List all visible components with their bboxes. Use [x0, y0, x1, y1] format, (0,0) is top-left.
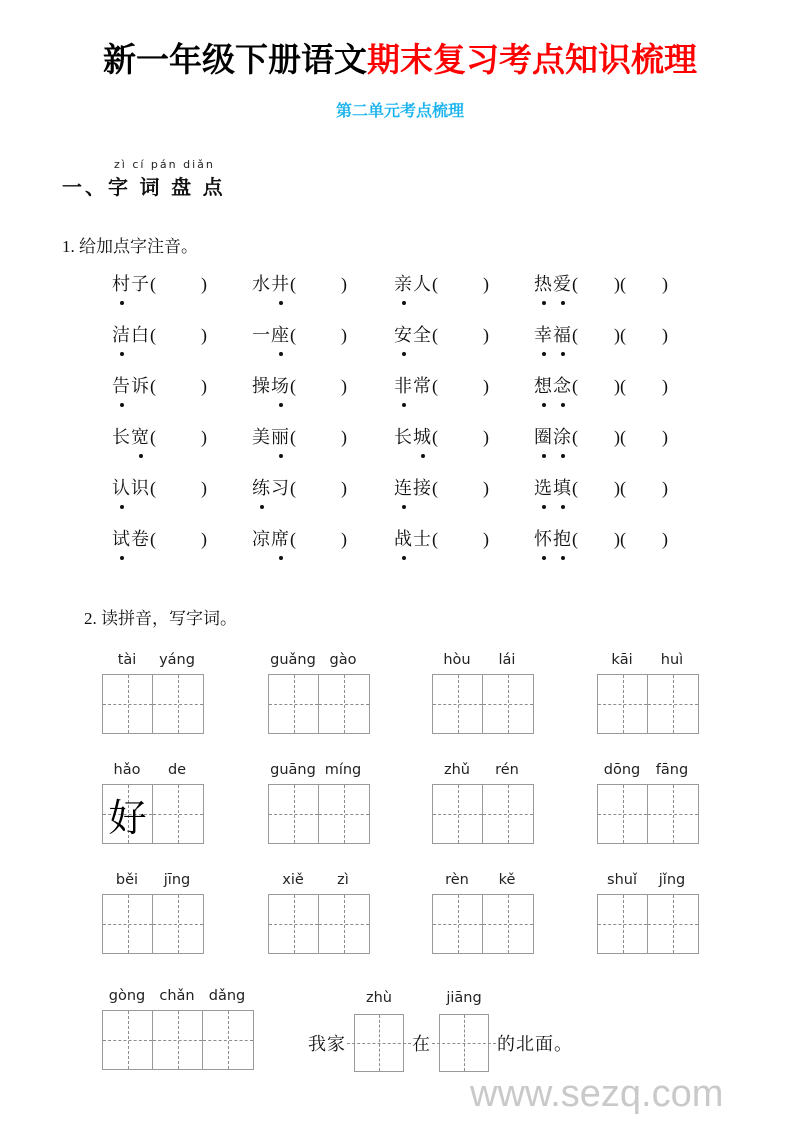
pinyin-syllable: fāng: [655, 762, 689, 778]
pinyin-syllable: guǎng: [270, 652, 316, 668]
pinyin-syllable: kāi: [611, 652, 633, 668]
page-subtitle: 第二单元考点梳理: [335, 103, 464, 120]
exercise-1-label: 1. 给加点字注音。: [62, 237, 198, 256]
tianzige-box[interactable]: [268, 784, 370, 844]
pinyin-syllable: zhǔ: [444, 762, 470, 778]
tianzige-cell[interactable]: [103, 675, 153, 733]
tianzige-cell[interactable]: [319, 675, 369, 733]
character: 水: [252, 274, 271, 294]
pinyin-syllable: rèn: [445, 872, 469, 888]
tianzige-box[interactable]: [432, 784, 534, 844]
tianzige-cell[interactable]: [483, 895, 533, 953]
answer-parentheses[interactable]: ( ): [150, 376, 207, 396]
pinyin-syllable: de: [167, 762, 187, 778]
tianzige-cell[interactable]: [483, 785, 533, 843]
tianzige-box[interactable]: [597, 674, 699, 734]
pinyin-syllable: xiě: [282, 872, 304, 888]
pinyin-row: [102, 652, 202, 668]
dotted-character: 爱: [553, 274, 572, 294]
character: 卷: [131, 529, 150, 549]
character: 操: [252, 376, 271, 396]
pinyin-syllable: míng: [324, 762, 362, 778]
answer-parentheses[interactable]: ( )( ): [572, 325, 668, 345]
tianzige-box[interactable]: [432, 674, 534, 734]
character: 士: [413, 529, 432, 549]
page-title-red-part: 期末复习考点知识梳理: [367, 43, 697, 79]
sentence-box-2[interactable]: [439, 1014, 489, 1072]
tianzige-cell[interactable]: [153, 675, 203, 733]
pinyin-row: [597, 872, 697, 888]
sentence-box-1-pinyin: zhù: [366, 990, 392, 1006]
dotted-character: 座: [271, 325, 290, 345]
character: 长: [394, 427, 413, 447]
dotted-character: 圈: [534, 427, 553, 447]
pinyin-row: [268, 762, 368, 778]
tianzige-cell[interactable]: [433, 895, 483, 953]
tianzige-box[interactable]: [102, 674, 204, 734]
sentence-middle: 在: [412, 1034, 431, 1054]
answer-parentheses[interactable]: ( ): [150, 274, 207, 294]
section-heading-pinyin: zì cí pán diǎn: [114, 158, 215, 171]
pinyin-syllable: tài: [117, 652, 137, 668]
dotted-character: 想: [534, 376, 553, 396]
character: 长: [112, 427, 131, 447]
pinyin-syllable: kě: [498, 872, 516, 888]
dotted-character: 宽: [131, 427, 150, 447]
tianzige-cell[interactable]: [319, 785, 369, 843]
dotted-character: 非: [394, 376, 413, 396]
answer-parentheses[interactable]: ( ): [290, 376, 347, 396]
pinyin-row: [432, 652, 532, 668]
answer-parentheses[interactable]: ( ): [432, 376, 489, 396]
character: 人: [413, 274, 432, 294]
character: 全: [413, 325, 432, 345]
tianzige-box[interactable]: [102, 894, 204, 954]
pinyin-syllable: dǎng: [208, 988, 246, 1004]
pinyin-syllable: hòu: [443, 652, 471, 668]
answer-parentheses[interactable]: ( )( ): [572, 529, 668, 549]
tianzige-cell[interactable]: [319, 895, 369, 953]
answer-parentheses[interactable]: ( ): [150, 325, 207, 345]
answer-parentheses[interactable]: ( ): [150, 427, 207, 447]
dotted-character: 洁: [112, 325, 131, 345]
character: 白: [131, 325, 150, 345]
tianzige-cell[interactable]: [269, 895, 319, 953]
answer-parentheses[interactable]: ( ): [150, 529, 207, 549]
tianzige-cell[interactable]: [648, 785, 698, 843]
answer-parentheses[interactable]: ( )( ): [572, 376, 668, 396]
pinyin-syllable: lái: [498, 652, 516, 668]
page-title-black-part: 新一年级下册语文: [103, 43, 367, 79]
answer-parentheses[interactable]: ( )( ): [572, 478, 668, 498]
pinyin-syllable: dōng: [603, 762, 641, 778]
character: 接: [413, 478, 432, 498]
sentence-box-1[interactable]: [354, 1014, 404, 1072]
pinyin-syllable: rén: [495, 762, 519, 778]
tianzige-cell[interactable]: [598, 785, 648, 843]
dotted-character: 村: [112, 274, 131, 294]
dotted-character: 城: [413, 427, 432, 447]
tianzige-box[interactable]: [102, 1010, 254, 1070]
pinyin-syllable: jīng: [163, 872, 191, 888]
answer-parentheses[interactable]: ( ): [150, 478, 207, 498]
pinyin-syllable: huì: [660, 652, 684, 668]
pinyin-row: [597, 762, 697, 778]
answer-parentheses[interactable]: ( )( ): [572, 427, 668, 447]
tianzige-cell[interactable]: [103, 785, 153, 843]
tianzige-box[interactable]: [102, 784, 204, 844]
watermark: www.sezq.com: [470, 1073, 724, 1115]
character: 一: [252, 325, 271, 345]
tianzige-cell[interactable]: [269, 675, 319, 733]
pinyin-syllable: jǐng: [658, 872, 686, 888]
tianzige-cell[interactable]: [153, 1011, 203, 1069]
answer-parentheses[interactable]: ( ): [290, 478, 347, 498]
character: 凉: [252, 529, 271, 549]
tianzige-box[interactable]: [268, 894, 370, 954]
dotted-character: 涂: [553, 427, 572, 447]
character: 诉: [131, 376, 150, 396]
dotted-character: 丽: [271, 427, 290, 447]
tianzige-cell[interactable]: [648, 675, 698, 733]
dotted-character: 连: [394, 478, 413, 498]
pinyin-syllable: zì: [337, 872, 349, 888]
tianzige-box[interactable]: [432, 894, 534, 954]
tianzige-cell[interactable]: [153, 785, 203, 843]
written-character: 好: [108, 797, 147, 840]
section-heading-title: 一、字 词 盘 点: [62, 177, 226, 199]
pinyin-row: [102, 872, 202, 888]
fill-in-sentence: [300, 990, 581, 1072]
tianzige-cell[interactable]: [103, 895, 153, 953]
pinyin-row: [102, 762, 202, 778]
sentence-box-1-wrapper: [354, 990, 404, 1072]
character: 美: [252, 427, 271, 447]
tianzige-cell[interactable]: [203, 1011, 253, 1069]
dotted-character: 认: [112, 478, 131, 498]
pinyin-row: [597, 652, 697, 668]
character: 习: [271, 478, 290, 498]
pinyin-syllable: běi: [115, 872, 139, 888]
sentence-suffix: 的北面。: [497, 1034, 573, 1054]
dotted-character: 战: [394, 529, 413, 549]
answer-parentheses[interactable]: ( ): [432, 274, 489, 294]
dotted-character: 安: [394, 325, 413, 345]
answer-parentheses[interactable]: ( ): [432, 427, 489, 447]
tianzige-cell[interactable]: [153, 895, 203, 953]
answer-parentheses[interactable]: ( ): [290, 325, 347, 345]
dotted-character: 亲: [394, 274, 413, 294]
sentence-box-2-pinyin: jiāng: [446, 990, 482, 1006]
character: 子: [131, 274, 150, 294]
tianzige-cell[interactable]: [269, 785, 319, 843]
pinyin-syllable: hǎo: [113, 762, 141, 778]
answer-parentheses[interactable]: ( ): [290, 529, 347, 549]
dotted-character: 席: [271, 529, 290, 549]
answer-parentheses[interactable]: ( ): [290, 427, 347, 447]
tianzige-cell[interactable]: [433, 675, 483, 733]
tianzige-cell[interactable]: [598, 895, 648, 953]
dotted-character: 幸: [534, 325, 553, 345]
pinyin-row: [432, 872, 532, 888]
tianzige-box[interactable]: [597, 784, 699, 844]
dotted-character: 场: [271, 376, 290, 396]
dotted-character: 井: [271, 274, 290, 294]
dotted-character: 试: [112, 529, 131, 549]
answer-parentheses[interactable]: ( ): [432, 325, 489, 345]
tianzige-cell[interactable]: [433, 785, 483, 843]
pinyin-syllable: guāng: [270, 762, 316, 778]
dotted-character: 练: [252, 478, 271, 498]
pinyin-row: [102, 988, 252, 1004]
pinyin-syllable: shuǐ: [607, 872, 637, 888]
pinyin-syllable: gào: [329, 652, 357, 668]
tianzige-box[interactable]: [597, 894, 699, 954]
sentence-box-2-wrapper: [439, 990, 489, 1072]
answer-parentheses[interactable]: ( ): [432, 478, 489, 498]
tianzige-cell[interactable]: [483, 675, 533, 733]
pinyin-row: [268, 652, 368, 668]
dotted-character: 福: [553, 325, 572, 345]
character: 识: [131, 478, 150, 498]
pinyin-syllable: yáng: [159, 652, 195, 668]
sentence-prefix: 我家: [308, 1034, 346, 1054]
answer-parentheses[interactable]: ( ): [290, 274, 347, 294]
pinyin-syllable: gòng: [108, 988, 146, 1004]
pinyin-row: [268, 872, 368, 888]
tianzige-cell[interactable]: [648, 895, 698, 953]
pinyin-row: [432, 762, 532, 778]
tianzige-box[interactable]: [268, 674, 370, 734]
dotted-character: 抱: [553, 529, 572, 549]
dotted-character: 填: [553, 478, 572, 498]
answer-parentheses[interactable]: ( )( ): [572, 274, 668, 294]
answer-parentheses[interactable]: ( ): [432, 529, 489, 549]
tianzige-cell[interactable]: [598, 675, 648, 733]
pinyin-syllable: chǎn: [159, 988, 195, 1004]
dotted-character: 怀: [534, 529, 553, 549]
character: 常: [413, 376, 432, 396]
dotted-character: 告: [112, 376, 131, 396]
tianzige-cell[interactable]: [103, 1011, 153, 1069]
exercise-2-label: 2. 读拼音，写字词。: [84, 609, 237, 628]
dotted-character: 热: [534, 274, 553, 294]
dotted-character: 选: [534, 478, 553, 498]
dotted-character: 念: [553, 376, 572, 396]
